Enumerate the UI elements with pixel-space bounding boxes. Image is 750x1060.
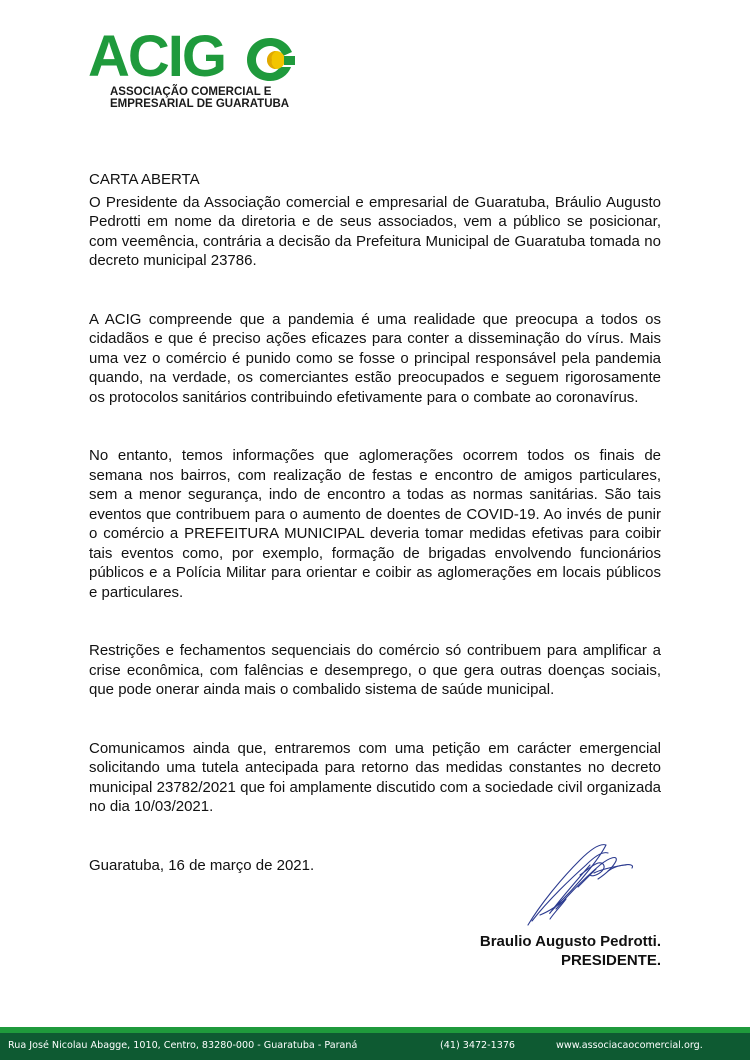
signer-block [480,932,661,970]
signer-name: Braulio Augusto Pedrotti. [479,933,661,950]
letter-date: Guaratuba, 16 de março de 2021. [89,856,315,874]
letter-paragraph: No entanto, temos informações que aglomerações ocorrem todos os finais de semana nos bairros, com realização de festas e encontro de amigos particulares, sem a menor segurança, indo de encontro a todas as normas sanitárias. São tais eventos que contribuem para o aumento de doentes de COVID-19. Ao invés de punir o comércio a PREFEITURA MUNICIPAL deveria tomar medidas efetivas para coibir tais eventos como, por exemplo, formação de brigadas envolvendo funcionários públicos e a Polícia Militar para orientar e coibir as aglomerações em locais públicos e particulares. [89,447,661,601]
letter-paragraph: Restrições e fechamentos sequenciais do comércio só contribuem para amplificar a crise econômica, com falências e desemprego, o que gera outras doenças sociais, que pode onerar ainda mais o combalido sistema de saúde municipal. [89,642,661,698]
acig-logo [88,24,298,110]
letter-heading: CARTA ABERTA [89,171,200,188]
open-letter [89,170,661,875]
handwritten-signature [520,835,640,930]
logo-subtitle-line1: ASSOCIAÇÃO COMERCIAL E [110,86,272,98]
sun-swirl-logo-icon [244,34,296,84]
footer-address: Rua José Nicolau Abagge, 1010, Centro, 83280-000 - Guaratuba - Paraná [8,1040,358,1051]
logo-acronym: ACIG [88,24,225,89]
footer-bar [0,1033,750,1060]
footer-website: www.associacaocomercial.org. [556,1040,703,1051]
footer-phone: (41) 3472-1376 [440,1040,516,1051]
letter-paragraph: O Presidente da Associação comercial e empresarial de Guaratuba, Bráulio Augusto Pedrotti em nome da diretoria e de seus associados, vem a público se posicionar, com veemência, contrária a decisão da Prefeitura Municipal de Guaratuba tomada no decreto municipal 23786. [89,193,661,269]
letter-paragraph: A ACIG compreende que a pandemia é uma realidade que preocupa a todos os cidadãos e que é preciso ações eficazes para conter a disseminação do vírus. Mais uma vez o comércio é punido como se fosse o principal responsável pela pandemia quando, na verdade, os comerciantes estão preocupados e seguem rigorosamente os protocolos sanitários contribuindo efetivamente para o combate ao coronavírus. [89,310,661,406]
letter-paragraph: Comunicamos ainda que, entraremos com uma petição em carácter emergencial solicitando uma tutela antecipada para retorno das medidas constantes no decreto municipal 23782/2021 que foi amplamente discutido com a sociedade civil organizada no dia 10/03/2021. [89,739,661,815]
signer-title: PRESIDENTE. [560,952,661,969]
logo-subtitle [110,86,289,110]
logo-subtitle-line2: EMPRESARIAL DE GUARATUBA [110,98,290,110]
